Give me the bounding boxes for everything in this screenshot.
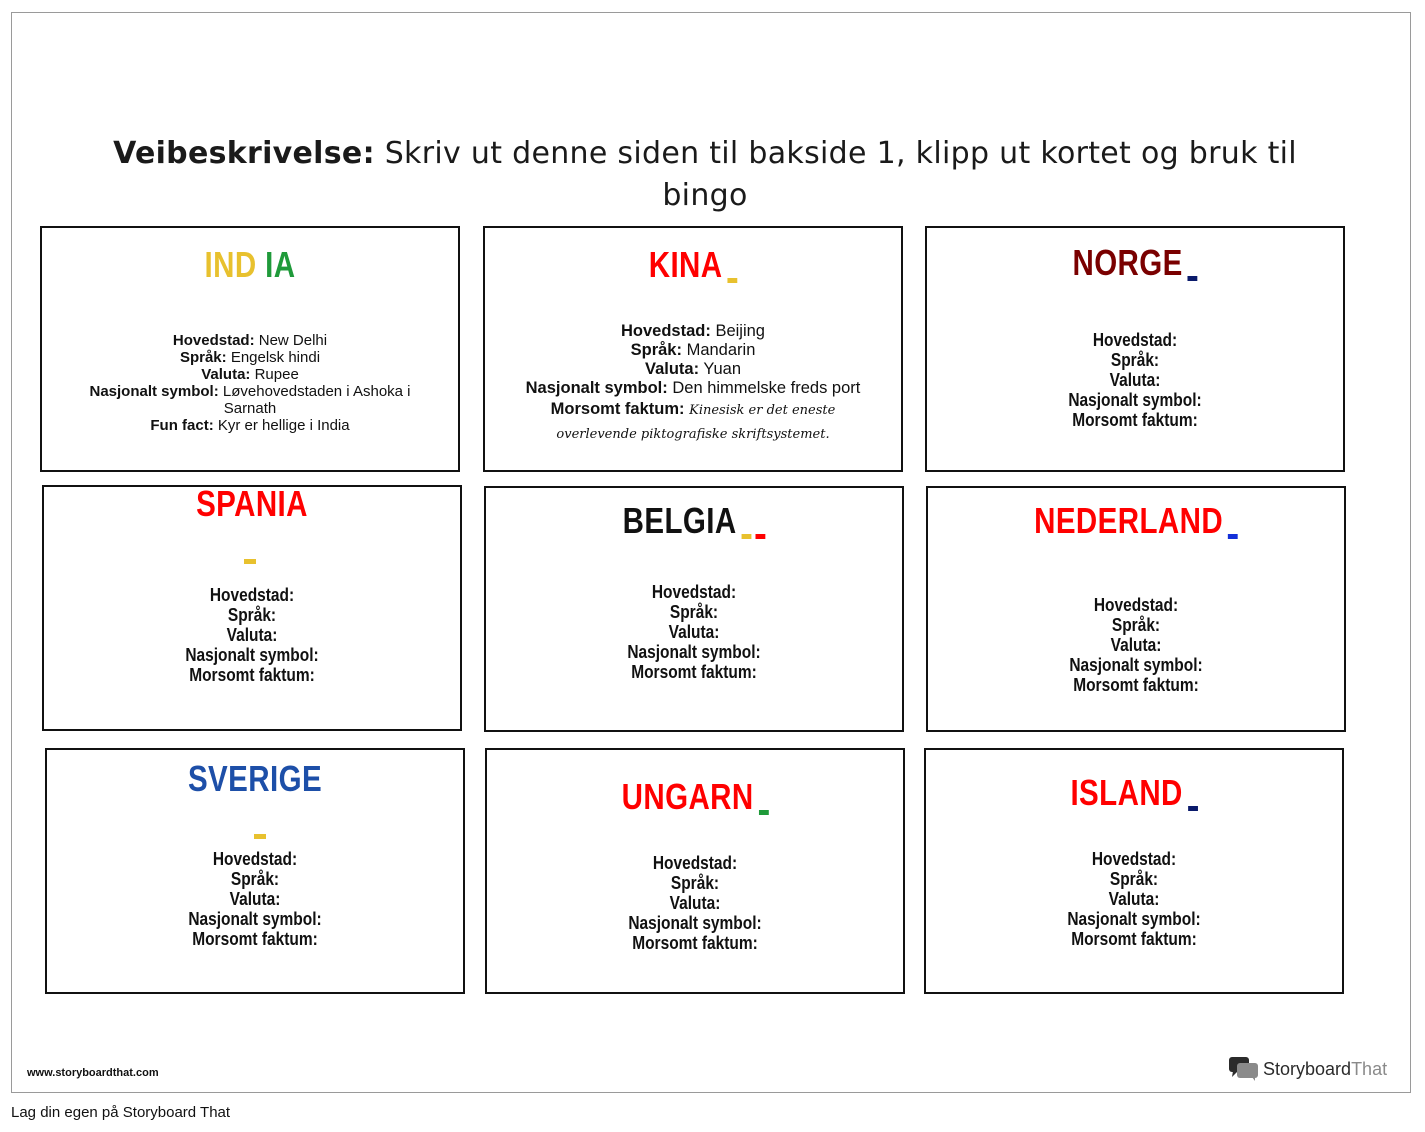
field-label: Valuta: <box>226 625 278 645</box>
flag-color-mark <box>756 534 766 539</box>
field-label: Valuta: <box>668 622 720 642</box>
field-label: Hovedstad: <box>652 853 738 873</box>
card-title <box>965 500 1306 542</box>
field-label: Språk: <box>1109 869 1159 889</box>
title-part-2: IA <box>265 244 296 285</box>
title-text: SPANIA <box>196 483 308 524</box>
field-label: Nasjonalt symbol: <box>185 645 319 665</box>
title-text: SVERIGE <box>187 758 323 799</box>
card-title <box>84 758 425 800</box>
title-text: ISLAND <box>1070 772 1183 813</box>
field-label: Valuta: <box>1109 370 1161 390</box>
field-label: Valuta: <box>644 360 700 378</box>
language-value: Mandarin <box>686 341 756 359</box>
field-label: Morsomt faktum: <box>1072 410 1198 430</box>
fact-value: Kinesisk er det eneste overlevende piktografiske skriftsystemet. <box>556 403 836 442</box>
symbol-value: Den himmelske freds port <box>672 379 861 397</box>
logo-text-that: That <box>1351 1058 1388 1079</box>
capital-value: New Delhi <box>258 332 328 349</box>
language-value: Engelsk hindi <box>230 349 321 366</box>
title-text: NORGE <box>1072 242 1183 283</box>
card-fields <box>72 332 428 434</box>
field-label: Språk: <box>179 349 227 366</box>
flag-color-mark <box>742 534 752 539</box>
footer-url[interactable]: www.storyboardthat.com <box>27 1067 159 1079</box>
field-label: Nasjonalt symbol: <box>89 383 219 400</box>
field-label: Språk: <box>1110 350 1160 370</box>
card-sverige <box>45 748 465 994</box>
field-label: Nasjonalt symbol: <box>1068 390 1202 410</box>
card-nederland <box>926 486 1346 732</box>
card-fields <box>77 849 433 949</box>
card-fields <box>957 330 1313 430</box>
field-label: Valuta: <box>669 893 721 913</box>
card-fields <box>956 849 1312 949</box>
flag-color-mark <box>254 834 266 839</box>
field-label: Morsomt faktum: <box>631 662 757 682</box>
field-label: Hovedstad: <box>172 332 255 349</box>
field-label: Fun fact: <box>150 417 214 434</box>
fact-value: Kyr er hellige i India <box>217 417 350 434</box>
flag-color-mark <box>1188 806 1198 811</box>
card-fields <box>517 853 873 953</box>
card-belgia <box>484 486 904 732</box>
field-label: Nasjonalt symbol: <box>525 379 668 397</box>
instructions-text <box>90 133 1320 217</box>
field-label: Morsomt faktum: <box>632 933 758 953</box>
card-norge <box>925 226 1345 472</box>
card-ungarn <box>485 748 905 994</box>
capital-value: Beijing <box>715 322 765 340</box>
field-label: Valuta: <box>1108 889 1160 909</box>
card-title <box>81 483 422 525</box>
field-label: Hovedstad: <box>621 322 711 340</box>
currency-value: Yuan <box>703 360 742 378</box>
card-title <box>524 776 865 818</box>
field-label: Morsomt faktum: <box>192 929 318 949</box>
create-your-own-link[interactable]: Lag din egen på Storyboard That <box>11 1104 231 1121</box>
field-label: Språk: <box>1111 615 1161 635</box>
card-spania <box>42 485 462 731</box>
storyboardthat-logo[interactable] <box>1228 1056 1387 1082</box>
field-label: Valuta: <box>1110 635 1162 655</box>
instructions-body: Skriv ut denne siden til bakside 1, klipp ut kortet og bruk til bingo <box>374 136 1297 213</box>
symbol-value: Løvehovedstaden i Ashoka i Sarnath <box>222 383 411 417</box>
flag-color-mark <box>1228 534 1238 539</box>
card-fields <box>74 585 430 685</box>
field-label: Nasjonalt symbol: <box>627 642 761 662</box>
title-text: NEDERLAND <box>1034 500 1224 541</box>
flag-color-mark <box>759 810 769 815</box>
card-title <box>522 244 863 286</box>
logo-text-storyboard: Storyboard <box>1263 1058 1352 1079</box>
field-label: Språk: <box>670 873 720 893</box>
field-label: Språk: <box>230 869 280 889</box>
title-part-1: IND <box>204 244 257 285</box>
title-text: UNGARN <box>621 776 754 817</box>
field-label: Nasjonalt symbol: <box>1069 655 1203 675</box>
field-label: Hovedstad: <box>1091 849 1177 869</box>
field-label: Morsomt faktum: <box>1073 675 1199 695</box>
card-title <box>964 242 1305 284</box>
title-text: BELGIA <box>622 500 737 541</box>
instructions-label: Veibeskrivelse: <box>113 136 375 171</box>
field-label: Hovedstad: <box>1092 330 1178 350</box>
speech-bubbles-icon <box>1228 1056 1260 1082</box>
card-fields <box>958 595 1314 695</box>
card-title <box>79 244 420 286</box>
card-title <box>523 500 864 542</box>
currency-value: Rupee <box>254 366 299 383</box>
field-label: Hovedstad: <box>209 585 295 605</box>
title-text: KINA <box>648 244 723 285</box>
field-label: Språk: <box>669 602 719 622</box>
field-label: Språk: <box>630 341 682 359</box>
card-fields <box>516 582 872 682</box>
card-india <box>40 226 460 472</box>
field-label: Morsomt faktum: <box>1071 929 1197 949</box>
card-title <box>963 772 1304 814</box>
field-label: Valuta: <box>229 889 281 909</box>
field-label: Språk: <box>227 605 277 625</box>
field-label: Nasjonalt symbol: <box>1067 909 1201 929</box>
flag-color-mark <box>727 278 737 283</box>
field-label: Hovedstad: <box>651 582 737 602</box>
field-label: Nasjonalt symbol: <box>628 913 762 933</box>
field-label: Morsomt faktum: <box>550 400 685 418</box>
card-kina <box>483 226 903 472</box>
flag-color-mark <box>1188 276 1198 281</box>
flag-color-mark <box>244 559 256 564</box>
field-label: Hovedstad: <box>1093 595 1179 615</box>
field-label: Hovedstad: <box>212 849 298 869</box>
card-fields <box>515 322 871 446</box>
card-island <box>924 748 1344 994</box>
field-label: Morsomt faktum: <box>189 665 315 685</box>
field-label: Nasjonalt symbol: <box>188 909 322 929</box>
field-label: Valuta: <box>201 366 251 383</box>
